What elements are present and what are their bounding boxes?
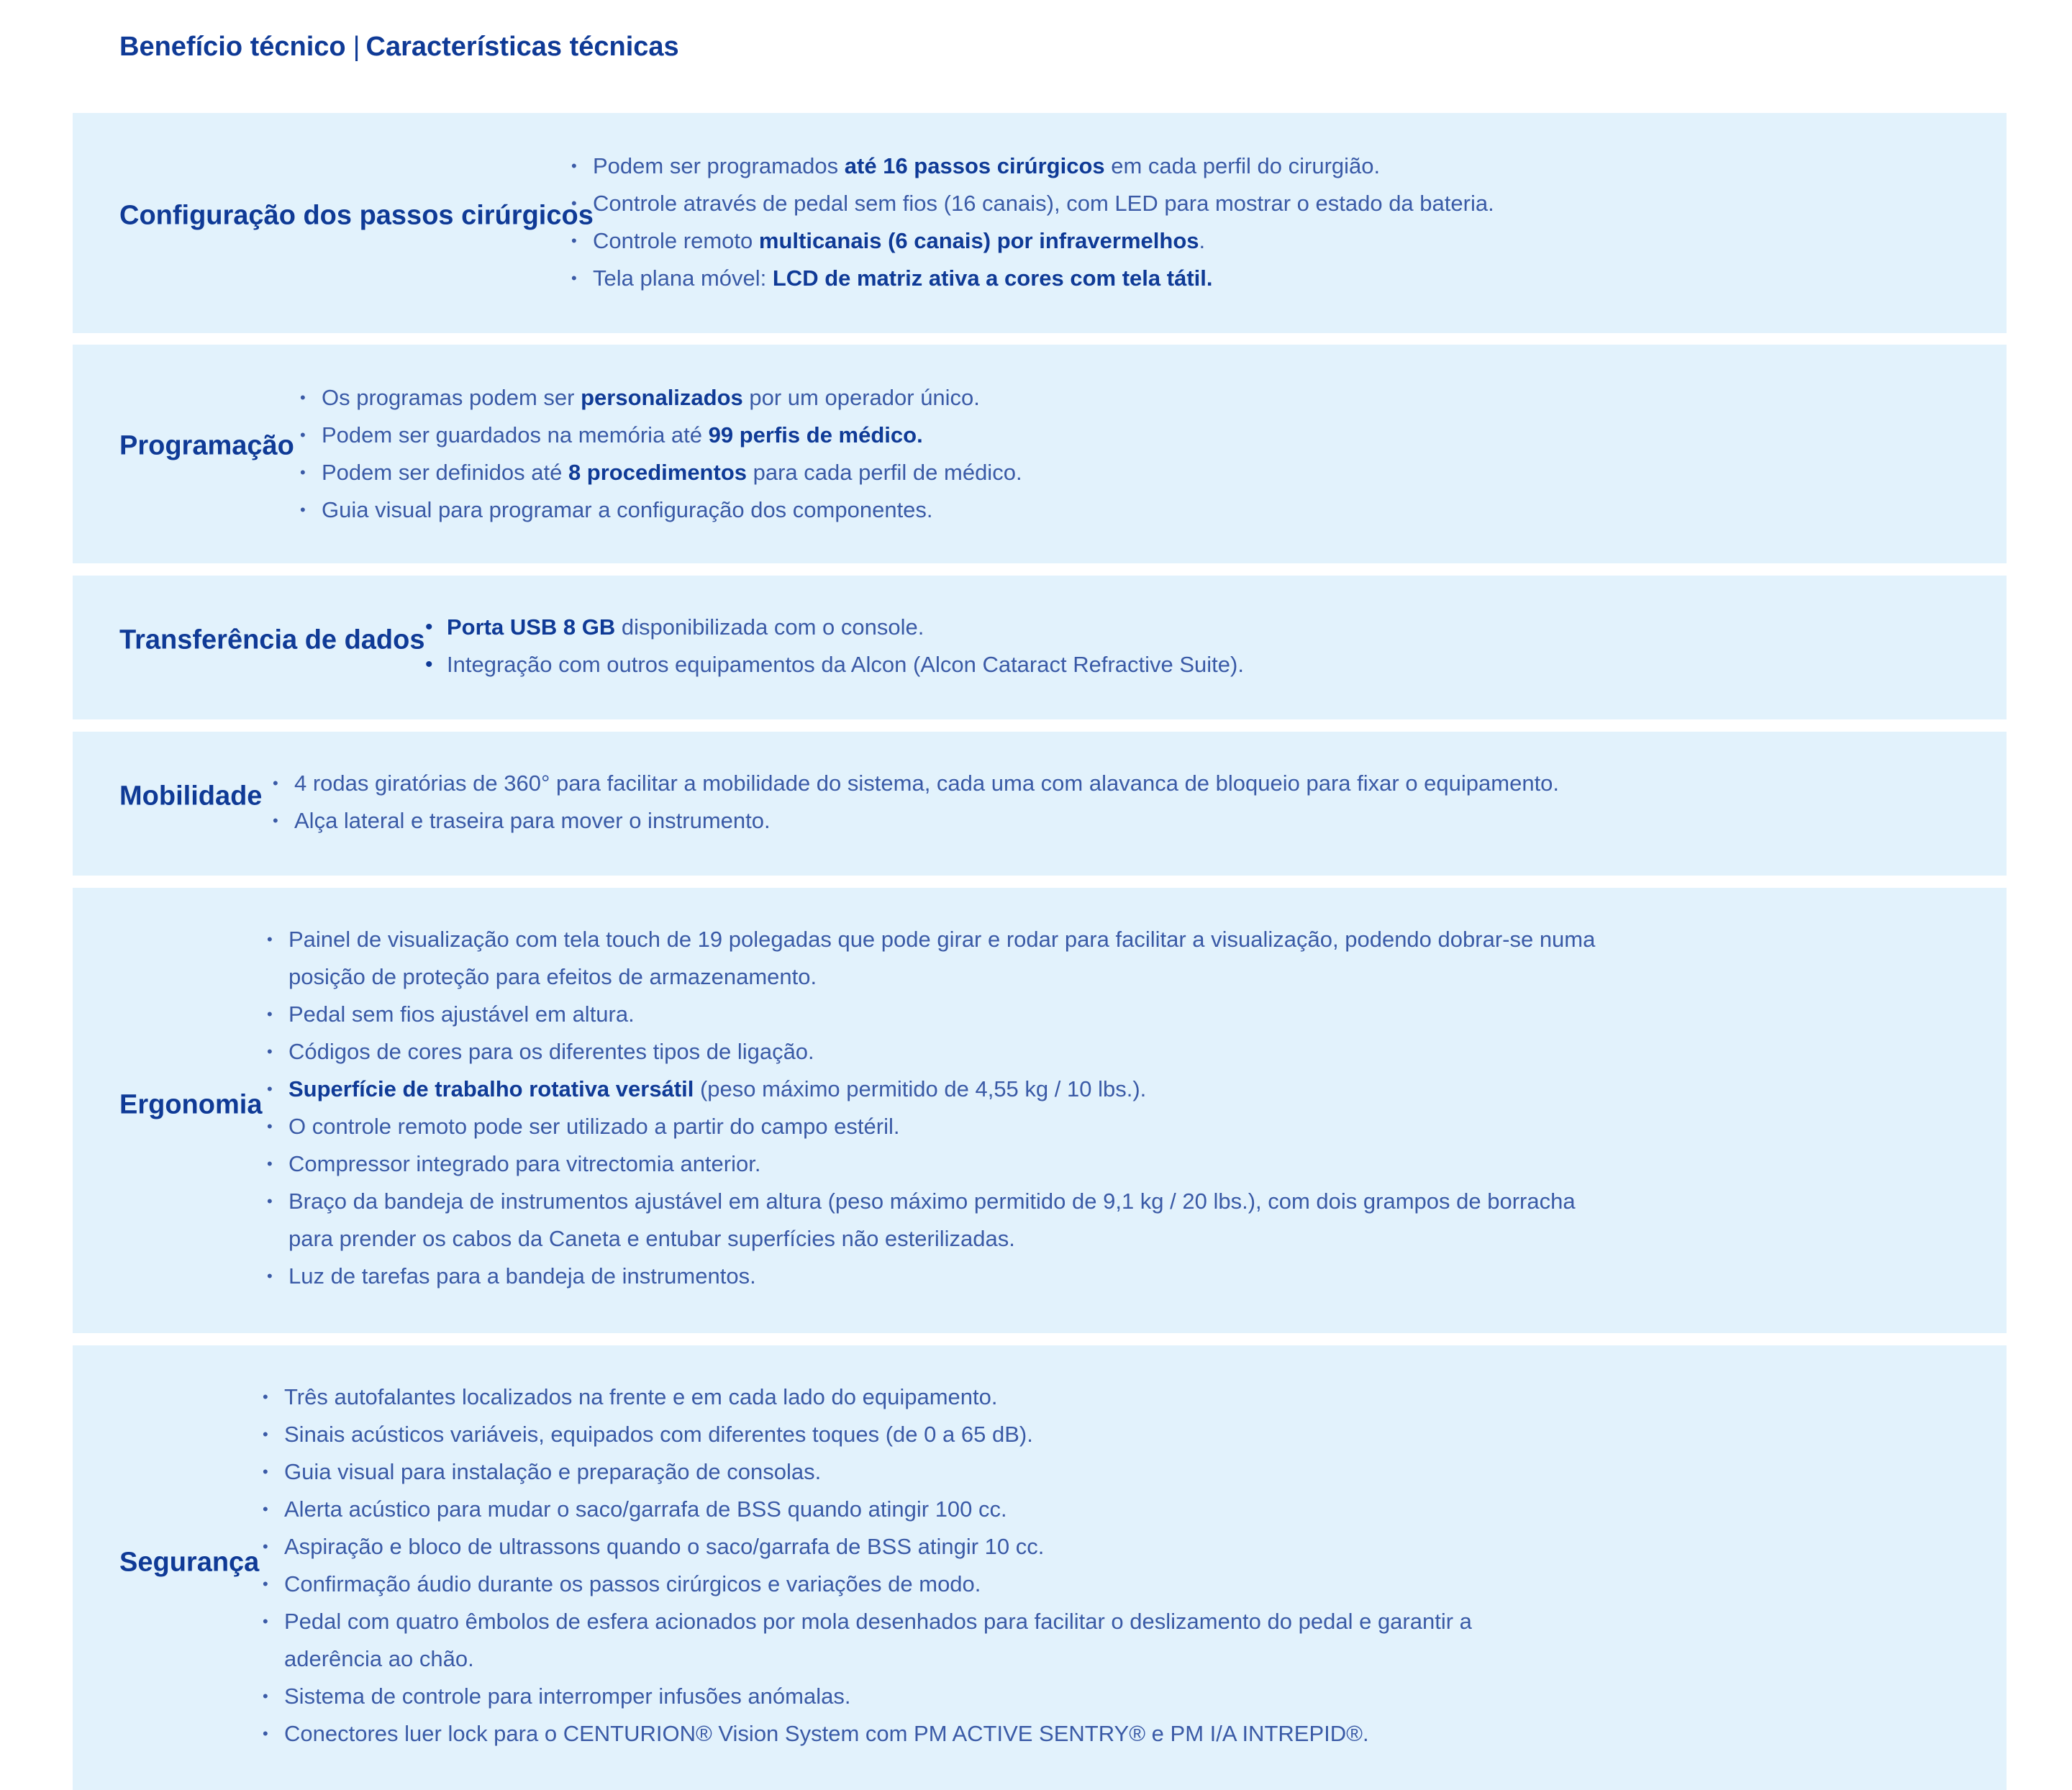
list-item: • Três autofalantes localizados na frente e em cada lado do equipamento. — [263, 1378, 1472, 1416]
feature-list — [300, 379, 1022, 529]
section-label: Mobilidade — [119, 781, 263, 812]
header — [119, 32, 679, 63]
list-item: • Pedal com quatro êmbolos de esfera acionados por mola desenhados para facilitar o deslizamento do pedal e garantir a — [263, 1603, 1472, 1640]
section-configuracao — [73, 113, 2007, 333]
list-item: • Guia visual para programar a configuração dos componentes. — [300, 491, 1022, 529]
list-item: • Aspiração e bloco de ultrassons quando o saco/garrafa de BSS atingir 10 cc. — [263, 1528, 1472, 1566]
list-item: • Controle remoto multicanais (6 canais) por infravermelhos. — [571, 222, 1494, 260]
list-item: • Porta USB 8 GB disponibilizada com o console. — [425, 609, 1244, 646]
feature-list — [263, 1378, 1472, 1753]
header-separator: | — [353, 32, 360, 62]
section-seguranca — [73, 1345, 2007, 1790]
list-item: • Conectores luer lock para o CENTURION® Vision System com PM ACTIVE SENTRY® e PM I/A INTREPID®. — [263, 1715, 1472, 1753]
header-benefit: Benefício técnico — [119, 32, 346, 62]
section-label: Programação — [119, 430, 294, 461]
list-item: • Podem ser definidos até 8 procedimentos para cada perfil de médico. — [300, 454, 1022, 491]
section-label: Configuração dos passos cirúrgicos — [119, 200, 594, 231]
list-item-continuation: aderência ao chão. — [284, 1646, 474, 1671]
section-label: Transferência de dados — [119, 624, 425, 655]
feature-list — [571, 147, 1494, 297]
feature-list — [267, 921, 1595, 1295]
list-item: • Guia visual para instalação e preparação de consolas. — [263, 1453, 1472, 1491]
list-item: • Alerta acústico para mudar o saco/garrafa de BSS quando atingir 100 cc. — [263, 1491, 1472, 1528]
list-item: • Compressor integrado para vitrectomia anterior. — [267, 1145, 1595, 1183]
section-label: Segurança — [119, 1547, 260, 1578]
list-item: • O controle remoto pode ser utilizado a partir do campo estéril. — [267, 1108, 1595, 1145]
list-item: • Painel de visualização com tela touch de 19 polegadas que pode girar e rodar para facilitar a visualização, podendo dobrar-se numa — [267, 921, 1595, 958]
section-transferencia — [73, 576, 2007, 719]
feature-list — [273, 765, 1559, 840]
list-item: • Confirmação áudio durante os passos cirúrgicos e variações de modo. — [263, 1566, 1472, 1603]
list-item-continuation: para prender os cabos da Caneta e entubar superfícies não esterilizadas. — [288, 1226, 1015, 1251]
feature-list — [425, 609, 1244, 683]
list-item: • Controle através de pedal sem fios (16 canais), com LED para mostrar o estado da bateria. — [571, 185, 1494, 222]
list-item: • Podem ser guardados na memória até 99 perfis de médico. — [300, 417, 1022, 454]
list-item: • 4 rodas giratórias de 360° para facilitar a mobilidade do sistema, cada uma com alavanca de bloqueio para fixar o equipamento. — [273, 765, 1559, 802]
list-item-continuation: posição de proteção para efeitos de armazenamento. — [288, 964, 817, 989]
list-item: • Integração com outros equipamentos da Alcon (Alcon Cataract Refractive Suite). — [425, 646, 1244, 683]
list-item: • Pedal sem fios ajustável em altura. — [267, 996, 1595, 1033]
list-item: • Superfície de trabalho rotativa versátil (peso máximo permitido de 4,55 kg / 10 lbs.). — [267, 1071, 1595, 1108]
section-label: Ergonomia — [119, 1089, 263, 1120]
list-item: • Podem ser programados até 16 passos cirúrgicos em cada perfil do cirurgião. — [571, 147, 1494, 185]
list-item: • Os programas podem ser personalizados por um operador único. — [300, 379, 1022, 417]
list-item: • Braço da bandeja de instrumentos ajustável em altura (peso máximo permitido de 9,1 kg / 20 lbs.), com dois grampos de borracha — [267, 1183, 1595, 1220]
list-item: • Sistema de controle para interromper infusões anómalas. — [263, 1678, 1472, 1715]
list-item: • Luz de tarefas para a bandeja de instrumentos. — [267, 1258, 1595, 1295]
list-item: • Tela plana móvel: LCD de matriz ativa a cores com tela tátil. — [571, 260, 1494, 297]
section-ergonomia — [73, 888, 2007, 1333]
section-programacao — [73, 345, 2007, 563]
list-item: • Sinais acústicos variáveis, equipados com diferentes toques (de 0 a 65 dB). — [263, 1416, 1472, 1453]
list-item: • Códigos de cores para os diferentes tipos de ligação. — [267, 1033, 1595, 1071]
section-mobilidade — [73, 732, 2007, 876]
header-features: Características técnicas — [365, 32, 679, 62]
list-item: • Alça lateral e traseira para mover o instrumento. — [273, 802, 1559, 840]
